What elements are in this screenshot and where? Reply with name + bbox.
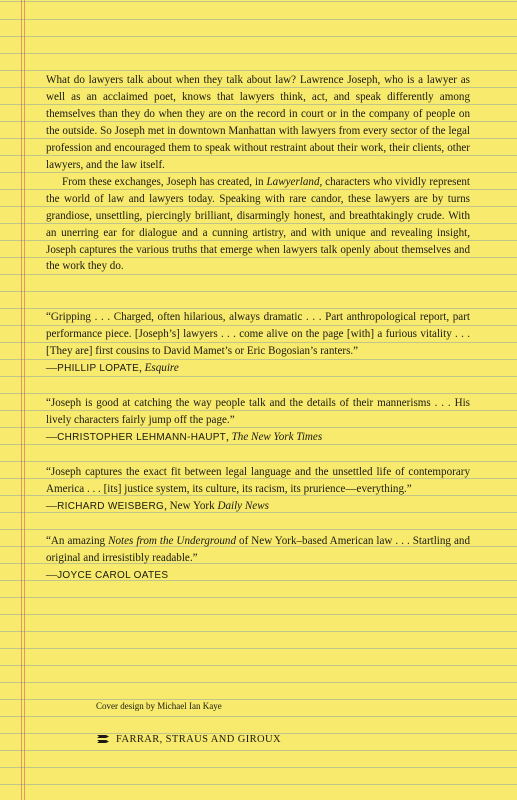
quote-author: JOYCE CAROL OATES: [57, 569, 169, 581]
quote-text: “Joseph is good at catching the way people talk and the details of their mannerisms . . . His lively characters fairly jump off the page.”: [46, 397, 470, 427]
quote-publication: Esquire: [144, 362, 179, 375]
quote-text: “Gripping . . . Charged, often hilarious, always dramatic . . . Part anthropological report, part performance piece. [Joseph’s] lawyers . . . come alive on the page [with] a furious vitality . . . [They are] first cousins to David Mamet’s or Eric Bogosian’s ranters.”: [46, 311, 470, 358]
book-description: [46, 72, 470, 275]
quoted-book-title: Notes from the Underground: [108, 534, 237, 547]
quote-publication: Daily News: [217, 500, 269, 513]
quote-author: CHRISTOPHER LEHMANN-HAUPT: [57, 432, 227, 444]
quote-credit: —JOYCE CAROL OATES: [46, 568, 169, 581]
cover-design-credit: Cover design by Michael Ian Kaye: [96, 701, 222, 711]
blurb-quote: “An amazing Notes from the Underground of New York–based American law . . . Startling and original and irresistibly readable.” —JOYCE CAROL OATES: [46, 533, 470, 585]
quote-text: “Joseph captures the exact fit between legal language and the unsettled life of contemporary America . . . [its] justice system, its culture, its racism, its prurience—everything.”: [46, 466, 470, 496]
blurb-quote: [46, 464, 470, 516]
quote-author: PHILLIP LOPATE: [57, 363, 140, 375]
blurb-quote: [46, 309, 470, 378]
margin-line-inner: [24, 0, 25, 800]
quote-author: RICHARD WEISBERG: [57, 501, 165, 513]
fish-logo-icon: [96, 733, 110, 745]
margin-line-outer: [21, 0, 22, 800]
back-cover-text: [46, 72, 470, 602]
quote-credit: —PHILLIP LOPATE, Esquire: [46, 362, 179, 375]
description-paragraph-2: From these exchanges, Joseph has created, in Lawyerland, characters who vividly represent the world of law and lawyers today. Speaking with rare candor, these lawyers are by turns grandiose, unsettling, piercingly brilliant, disarmingly honest, and breathtakingly crude. With an unerring ear for dialogue and a cunning artistry, and with unique and revealing insight, Joseph captures the various truths that emerge when lawyers talk openly about themselves and the work they do.: [46, 175, 470, 273]
publisher-imprint: [96, 733, 281, 745]
quote-credit: —CHRISTOPHER LEHMANN-HAUPT, The New York Times: [46, 431, 323, 444]
description-paragraph-1: What do lawyers talk about when they talk about law? Lawrence Joseph, who is a lawyer as well as an acclaimed poet, knows that lawyers think, act, and speak differently among themselves than they do when they are on the record in court or in the company of people on the outside. So Joseph met in downtown Manhattan with lawyers from every sector of the legal profession and encouraged them to speak without restraint about their work, their clients, other lawyers, and the law itself.: [46, 74, 470, 171]
quote-publication: The New York Times: [231, 431, 323, 444]
quote-credit: —RICHARD WEISBERG, New York Daily News: [46, 500, 269, 513]
blurb-quote: [46, 395, 470, 447]
book-title: Lawyerland: [266, 175, 320, 188]
publisher-name: FARRAR, STRAUS AND GIROUX: [116, 733, 281, 745]
